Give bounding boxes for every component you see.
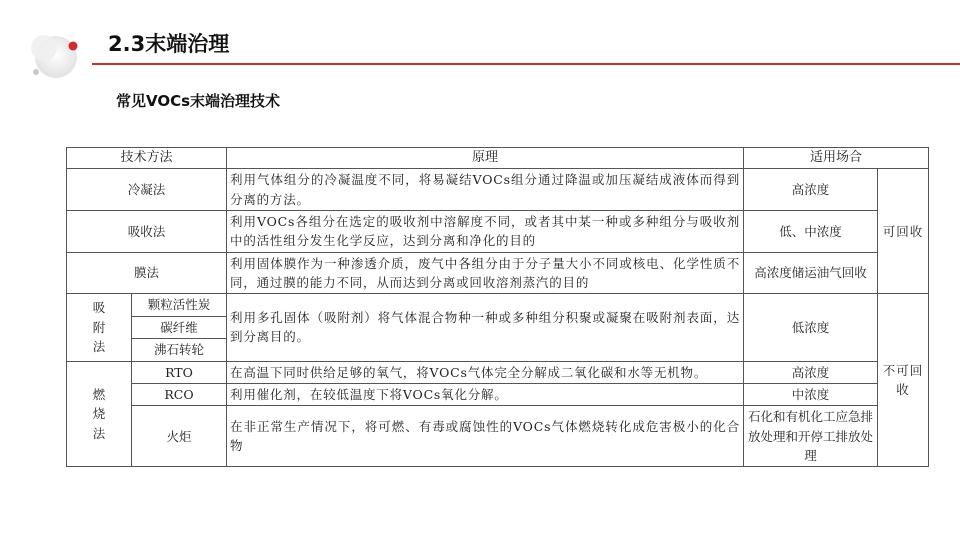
non-recoverable-cell: 不可回收 bbox=[878, 294, 929, 467]
recoverable-cell: 可回收 bbox=[878, 169, 929, 294]
scenario-cell: 石化和有机化工应急排放处理和开停工排放处理 bbox=[744, 406, 878, 467]
principle-cell: 利用固体膜作为一种渗透介质，废气中各组分由于分子量大小不同或核电、化学性质不同，通过膜的能力不同，从而达到分离或回收溶剂蒸汽的目的 bbox=[227, 252, 744, 294]
voc-treatment-table bbox=[66, 147, 929, 467]
sub-method-cell: 火炬 bbox=[132, 406, 227, 467]
table-row bbox=[67, 169, 929, 211]
scenario-cell: 低浓度 bbox=[744, 294, 878, 361]
table-row bbox=[67, 383, 929, 405]
combustion-group-label: 燃 烧 法 bbox=[67, 361, 132, 467]
sub-method-cell: RCO bbox=[132, 383, 227, 405]
table-row bbox=[67, 210, 929, 252]
scenario-cell: 高浓度 bbox=[744, 361, 878, 383]
sub-method-cell: 沸石转轮 bbox=[132, 339, 227, 361]
title-divider bbox=[92, 63, 960, 65]
section-subtitle: 常见VOCs末端治理技术 bbox=[116, 92, 281, 110]
principle-cell: 利用气体组分的冷凝温度不同，将易凝结VOCs组分通过降温或加压凝结成液体而得到分离的方法。 bbox=[227, 169, 744, 211]
scenario-cell: 中浓度 bbox=[744, 383, 878, 405]
decorative-circles bbox=[0, 0, 100, 90]
table-header-row bbox=[67, 148, 929, 169]
table-row bbox=[67, 361, 929, 383]
adsorption-group-label: 吸 附 法 bbox=[67, 294, 132, 361]
principle-cell: 在高温下同时供给足够的氧气，将VOCs气体完全分解成二氧化碳和水等无机物。 bbox=[227, 361, 744, 383]
method-cell: 膜法 bbox=[67, 252, 227, 294]
header-method: 技术方法 bbox=[67, 148, 227, 169]
scenario-cell: 高浓度 bbox=[744, 169, 878, 211]
table-row bbox=[67, 294, 929, 316]
sub-method-cell: RTO bbox=[132, 361, 227, 383]
principle-cell: 利用VOCs各组分在选定的吸收剂中溶解度不同，或者其中某一种或多种组分与吸收剂中的活性组分发生化学反应，达到分离和净化的目的 bbox=[227, 210, 744, 252]
principle-cell: 利用多孔固体（吸附剂）将气体混合物种一种或多种组分积聚或凝聚在吸附剂表面，达到分离目的。 bbox=[227, 294, 744, 361]
sub-method-cell: 颗粒活性炭 bbox=[132, 294, 227, 316]
slide-title: 2.3末端治理 bbox=[108, 32, 230, 56]
scenario-cell: 高浓度储运油气回收 bbox=[744, 252, 878, 294]
header-principle: 原理 bbox=[227, 148, 744, 169]
principle-cell: 在非正常生产情况下，将可燃、有毒或腐蚀性的VOCs气体燃烧转化成危害极小的化合物 bbox=[227, 406, 744, 467]
sub-method-cell: 碳纤维 bbox=[132, 316, 227, 338]
method-cell: 冷凝法 bbox=[67, 169, 227, 211]
scenario-cell: 低、中浓度 bbox=[744, 210, 878, 252]
method-cell: 吸收法 bbox=[67, 210, 227, 252]
table-row bbox=[67, 252, 929, 294]
principle-cell: 利用催化剂，在较低温度下将VOCs氧化分解。 bbox=[227, 383, 744, 405]
header-scenario: 适用场合 bbox=[744, 148, 929, 169]
